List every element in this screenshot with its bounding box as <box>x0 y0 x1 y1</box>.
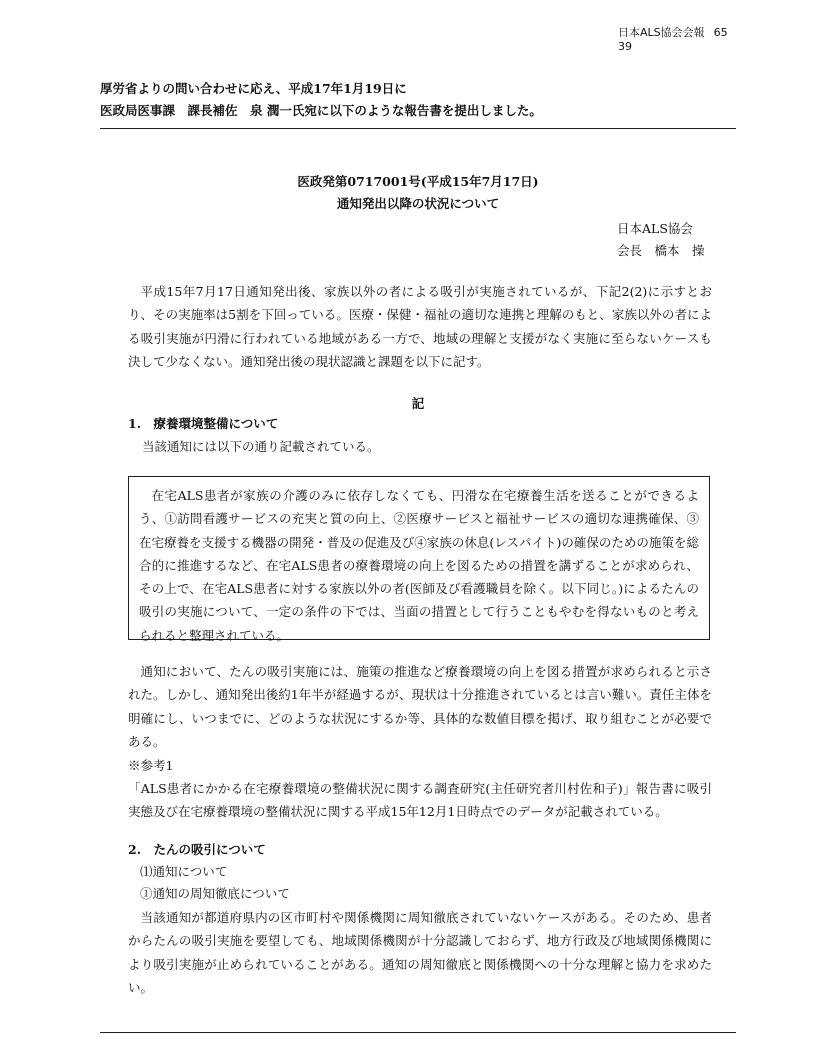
ki-heading: 記 <box>411 396 425 411</box>
section-1-comment: 通知において、たんの吸引実施には、施策の推進など療養環境の向上を図る措置が求められると示された。しかし、通知発出後約1年半が経過するが、現状は十分推進されているとは言い難い。責任主体を明確にし、いつまでに、どのような状況にするか等、具体的な数値目標を掲げ、取り組むことが必要である。 <box>128 664 712 750</box>
section-1-body <box>128 660 712 824</box>
journal-name: 日本ALS協会会報 <box>618 26 705 39</box>
quoted-notice-text: 在宅ALS患者が家族の介護のみに依存しなくても、円滑な在宅療養生活を送ることができるよう、①訪問看護サービスの充実と質の向上、②医療サービスと福祉サービスの適切な連携確保、③在宅療養を支援する機器の開発・普及の促進及び④家族の休息(レスパイト)の確保のための施策を総合的に推進するなど、在宅ALS患者の療養環境の向上を図るための措置を講ずることが求められ、その上で、在宅ALS患者に対する家族以外の者(医師及び看護職員を除く。以下同じ。)によるたんの吸引の実施について、一定の条件の下では、当面の措置として行うこともやむを得ないものと考えられると整理されている。 <box>139 488 699 643</box>
author-block <box>617 218 705 262</box>
document-subtitle: 通知発出以降の状況について <box>336 196 500 211</box>
section-2-subheading-1: ⑴通知について <box>140 864 228 879</box>
document-title: 医政発第0717001号(平成15年7月17日) <box>297 174 539 189</box>
page-header <box>618 26 798 54</box>
section-2-subheading-2: ①通知の周知徹底について <box>140 886 290 901</box>
author-name: 会長 橋本 操 <box>617 243 705 258</box>
issue-number: 65 <box>713 26 728 39</box>
opening-paragraph <box>128 280 712 374</box>
top-divider <box>100 128 736 129</box>
bottom-divider <box>100 1032 736 1033</box>
reference-label: ※参考1 <box>128 757 174 773</box>
intro-line-1: 厚労省よりの問い合わせに応え、平成17年1月19日に <box>100 81 407 96</box>
intro-note <box>100 78 740 122</box>
paragraph-1: 平成15年7月17日通知発出後、家族以外の者による吸引が実施されているが、下記2(2)に示すとおり、その実施率は5割を下回っている。医療・保健・福祉の適切な連携と理解のもと、家族以外の者による吸引実施が円滑に行われている地域がある一方で、地域の理解と支援がなく実施に至らないケースも決して少なくない。通知発出後の現状認識と課題を以下に記す。 <box>128 284 712 370</box>
reference-text: 「ALS患者にかかる在宅療養環境の整備状況に関する調査研究(主任研究者川村佐和子)」報告書に吸引実態及び在宅療養環境の整備状況に関する平成15年12月1日時点でのデータが記載されている。 <box>128 781 712 820</box>
organization-name: 日本ALS協会 <box>617 221 693 236</box>
section-1-heading: 1. 療養環境整備について <box>128 416 279 431</box>
quoted-notice-box <box>128 476 710 643</box>
section-1-lead: 当該通知には以下の通り記載されている。 <box>142 439 380 454</box>
section-2-paragraph: 当該通知が都道府県内の区市町村や関係機関に周知徹底されていないケースがある。そのため、患者からたんの吸引実施を要望しても、地域関係機関が十分認識しておらず、地方行政及び地域関係機関により吸引実施が止められていることがある。通知の周知徹底と関係機関への十分な理解と協力を求めたい。 <box>128 910 712 996</box>
intro-line-2: 医政局医事課 課長補佐 泉 潤一氏宛に以下のような報告書を提出しました。 <box>100 103 542 118</box>
section-2-heading: 2. たんの吸引について <box>128 842 266 857</box>
section-2-body <box>128 906 712 1000</box>
page-number: 39 <box>618 40 632 53</box>
